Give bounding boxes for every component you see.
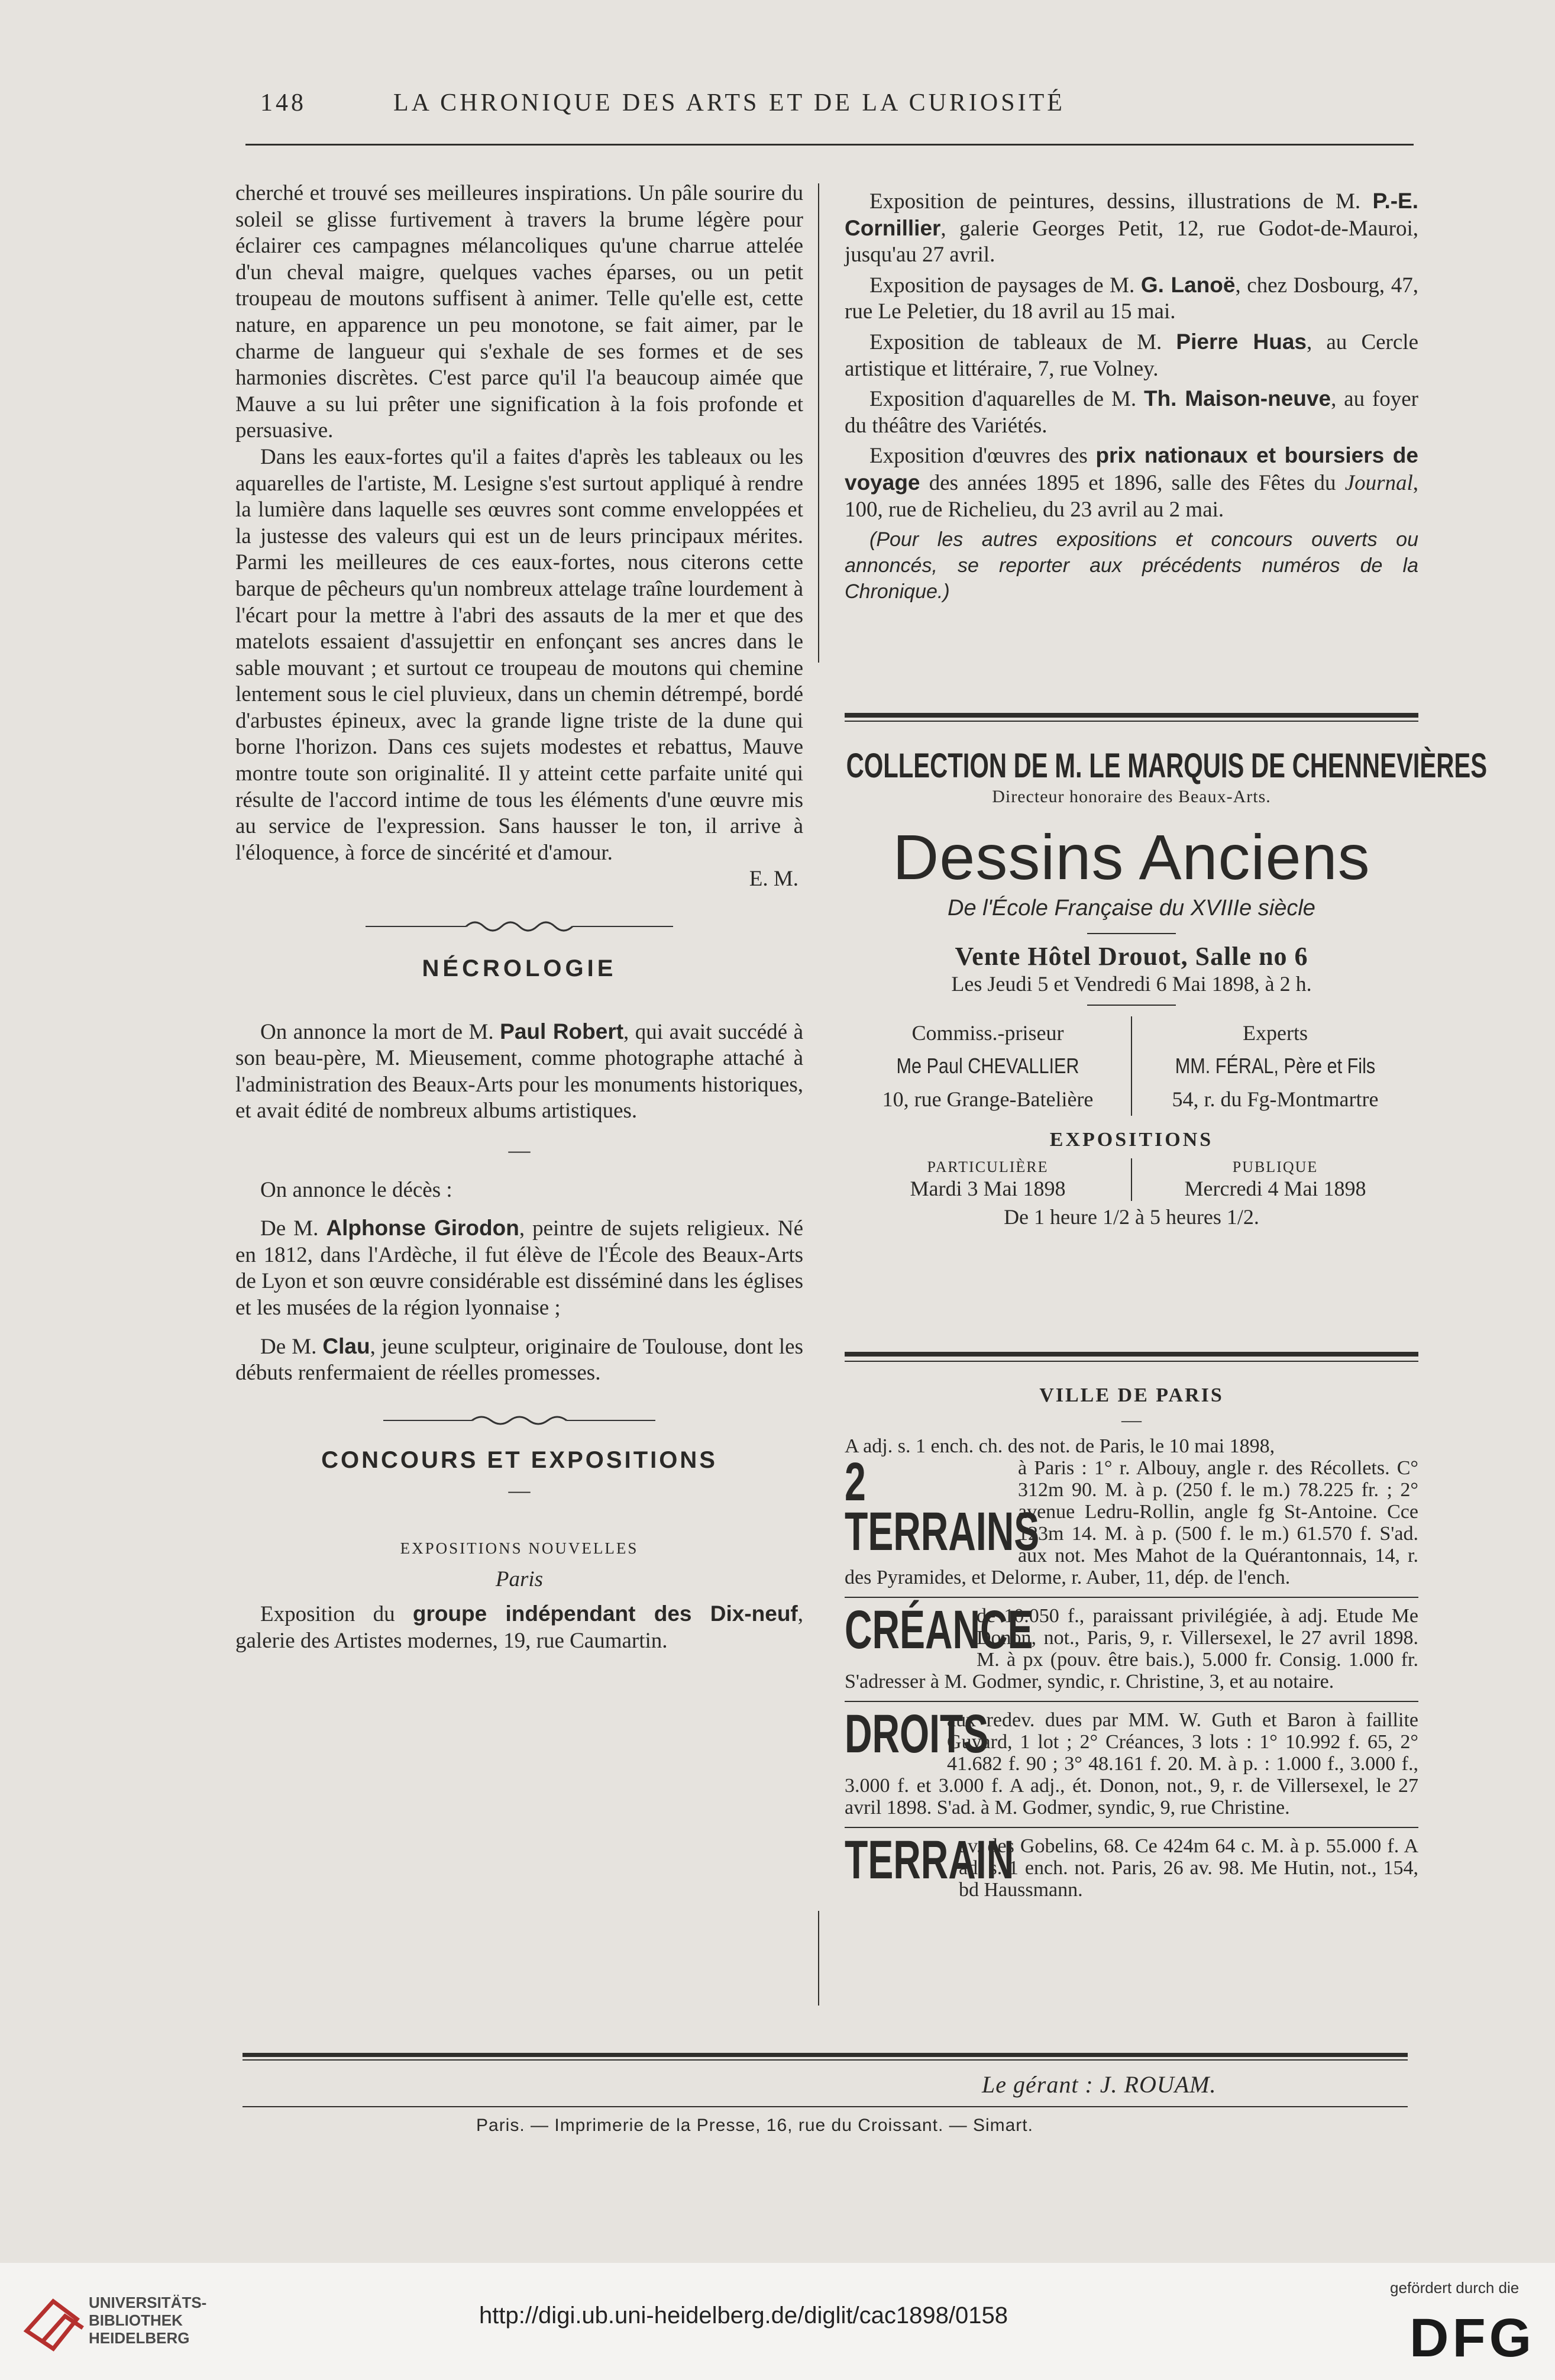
ad-intro: A adj. s. 1 ench. ch. des not. de Paris, le 10 mai 1898, [845,1435,1275,1457]
dash-separator: — [508,1138,531,1162]
text: , galerie Georges Petit, 12, rue Godot-de-Mauroi, jusqu'au 27 avril. [845,216,1418,267]
name: Me Paul CHEVALLIER [896,1054,1079,1078]
text: , chez Dosbourg, 47, rue Le Peletier, du 18 avril au 15 mai. [845,273,1418,324]
separator [1087,933,1176,934]
hours: De 1 heure 1/2 à 5 heures 1/2. [1004,1205,1259,1229]
left-column [235,180,803,1654]
library-name [89,2294,206,2347]
notice-divider [845,1597,1418,1598]
artist-name: Pierre Huas [1176,329,1307,354]
text: , 100, rue de Richelieu, du 23 avril au 2 mai. [845,470,1418,522]
text: , au Cercle artistique et littéraire, 7, rue Volney. [845,330,1418,381]
text: De M. [260,1334,323,1359]
dash-separator: — [1121,1409,1142,1431]
gerant: Le gérant : J. ROUAM. [982,2071,1217,2098]
prize-name: prix nationaux et boursiers de voyage [845,443,1418,495]
ville-heading: VILLE DE PARIS [1039,1384,1224,1406]
person-name: Alphonse Girodon [326,1216,519,1241]
page-number: 148 [260,89,306,117]
library-name-line: BIBLIOTHEK [89,2311,183,2329]
paragraph [845,329,1418,382]
text: Exposition d'œuvres des [869,444,1096,469]
address: 54, r. du Fg-Montmartre [1172,1087,1379,1111]
subsection-title: EXPOSITIONS NOUVELLES [400,1539,639,1557]
paragraph [845,188,1418,269]
date: Mardi 3 Mai 1898 [910,1177,1066,1200]
running-title: LA CHRONIQUE DES ARTS ET DE LA CURIOSITÉ [393,89,1065,117]
dfg-logo: DFG [1409,2308,1535,2368]
paragraph [235,1215,803,1321]
city-heading: Paris [495,1567,544,1591]
ad-terrains [845,1435,1418,1588]
library-name-line: HEIDELBERG [89,2329,190,2347]
auctioneer-cell [845,1016,1132,1116]
notice-divider [845,1701,1418,1702]
ad-text: aux redev. dues par MM. W. Guth et Baron à faillite Guyard, 1 lot ; 2° Créances, 3 lots : 1° 10.992 f. 65, 2° 41.682 f. 90 ; 3° 48.161 f. 20. M. à p. : 1.000 f., 3.000 f., 3.000 f. et 3.000 f. A adj., ét. Donon, not., 9, r. de Villersexel, le 27 avril 1898. S'ad. à M. Godmer, syndic, 9, rue Christine. [845,1709,1418,1819]
text: Exposition de paysages de M. [869,273,1141,298]
legal-notices [845,1384,1418,1901]
text: On annonce la mort de M. [260,1019,500,1044]
ad-droits [845,1704,1418,1819]
notice-divider [845,1827,1418,1828]
collection-title: COLLECTION DE M. LE MARQUIS DE CHENNEVIÈRES [846,747,1488,785]
text: , galerie des Artistes modernes, 19, rue Caumartin. [235,1602,804,1653]
sale-venue: Vente Hôtel Drouot, Salle no 6 [955,942,1308,971]
ad-keyword: DROITS [845,1704,989,1764]
footer-rule [243,2106,1408,2107]
name: MM. FÉRAL, Père et Fils [1175,1054,1376,1078]
public-view [1132,1158,1418,1201]
ad-rule-thin [845,721,1418,722]
footer-rule-thick [243,2053,1408,2057]
imprint: Paris. — Imprimerie de la Presse, 16, rue du Croissant. — Simart. [476,2116,1033,2135]
paragraph [845,443,1418,523]
label: Commiss.-priseur [911,1021,1064,1045]
address: 10, rue Grange-Batelière [882,1087,1094,1111]
header-rule [245,144,1414,146]
person-name: Clau [322,1333,370,1358]
label: PUBLIQUE [1232,1158,1318,1176]
collection-subtitle: Directeur honoraire des Beaux-Arts. [992,787,1271,806]
concours-title: CONCOURS ET EXPOSITIONS [321,1446,717,1473]
expositions-table [845,1158,1418,1201]
paragraph [845,386,1418,439]
signature: E. M. [749,867,798,892]
ad-text: av. des Gobelins, 68. Ce 424m 64 c. M. à p. 55.000 f. A ad. s. 1 ench. not. Paris, 26 av. 98. Me Hutin, not., 154, bd Haussmann. [959,1835,1418,1901]
ad-rule-thick [845,713,1418,718]
text: , jeune sculpteur, originaire de Toulouse, dont les débuts renfermaient de réelles promesses. [235,1334,803,1386]
necrologie-title: NÉCROLOGIE [422,955,617,982]
text: Exposition d'aquarelles de M. [869,387,1144,412]
text: Exposition de tableaux de M. [869,330,1176,354]
paragraph: Dans les eaux-fortes qu'il a faites d'après les tableaux ou les aquarelles de l'artiste, M. Lesigne s'est surtout appliqué à rendre la lumière dans laquelle ses œuvres sont comme enveloppées et la justesse des valeurs qui est un de leurs principaux mérites. Parmi les meilleures de ces eaux-fortes, nous citerons cette barque de pêcheurs qu'un nombreux attelage traîne lourdement à l'écart pour la mettre à l'abri des assauts de la mer et que des matelots essaient d'assujettir en enfonçant ses ancres dans le sable mouvant ; et surtout ce troupeau de moutons qui chemine lentement sous le ciel pluvieux, dans un chemin détrempé, bordé d'arbustes épineux, avec la grande ligne triste de la dune qui borne l'horizon. Dans ces sujets modestes et rebattus, Mauve montre toute son originalité. Il y atteint cette parfaite unité qui résulte de l'accord intime de tous les éléments d'une œuvre mis au service de l'expression. Sans hausser le ton, il arrive à l'éloquence, à force de sincérité et d'amour. [235,444,803,865]
sale-headline: Dessins Anciens [893,821,1370,893]
ad-rule-thin [845,1361,1418,1362]
right-column [845,188,1418,605]
ad-keyword: 2 TERRAINS [845,1452,1040,1562]
separator [1087,1005,1176,1006]
note: (Pour les autres expositions et concours ouverts ou annoncés, se reporter aux précédents numéros de la Chronique.) [845,528,1418,603]
artist-name: G. Lanoë [1140,272,1236,297]
paragraph: On annonce le décès : [260,1177,452,1202]
date: Mercredi 4 Mai 1898 [1184,1177,1366,1200]
ad-terrain [845,1830,1418,1901]
paragraph [235,1333,803,1387]
column-divider [818,183,819,663]
library-name-line: UNIVERSITÄTS- [89,2294,207,2311]
text: , au foyer du théâtre des Variétés. [845,387,1419,438]
text: Exposition du [260,1602,413,1627]
flourish-ornament [383,1412,655,1429]
journal-name: Journal [1344,470,1413,495]
ad-rule-thick [845,1352,1418,1357]
label: PARTICULIÈRE [927,1158,1049,1176]
artist-name: P.-E. Cornillier [845,189,1418,240]
source-url-link[interactable]: http://digi.ub.uni-heidelberg.de/diglit/cac1898/0158 [479,2303,1008,2329]
column-divider [818,1911,819,2006]
person-name: Paul Robert [500,1019,624,1044]
label: Experts [1243,1021,1308,1045]
contacts-table [845,1016,1418,1116]
ad-keyword: TERRAIN [845,1830,1014,1890]
paragraph [235,1601,803,1654]
flourish-ornament [366,918,673,935]
text: , qui avait succédé à son beau-père, M. Mieusement, comme photographe attaché à l'administration des Beaux-Arts pour les monuments historiques, et avait édité de nombreux albums artistiques. [235,1019,803,1123]
expositions-heading: EXPOSITIONS [1049,1129,1214,1151]
ad-text: à Paris : 1° r. Albouy, angle r. des Récollets. C° 312m 90. M. à p. (250 f. le m.) 78.225 fr. ; 2° avenue Ledru-Rollin, angle fg St-Antoine. Cce 123m 14. M. à p. (500 f. le m.) 61.570 f. S'ad. aux not. Mes Mahot de la Quérantonnais, 14, r. des Pyramides, et Delorme, r. Auber, 11, dép. de l'ench. [845,1457,1418,1588]
paragraph [845,272,1418,325]
ad-creance [845,1600,1418,1693]
ad-text: de 10.050 f., paraissant privilégiée, à adj. Etude Me Donon, not., Paris, 9, r. Villersexel, le 27 avril 1898. M. à px (pouv. être bais.), 5.000 fr. Consig. 1.000 fr. S'adresser à M. Godmer, syndic, r. Christine, 3, et au notaire. [845,1605,1418,1693]
text: , peintre de sujets religieux. Né en 1812, dans l'Ardèche, il fut élève de l'École des Beaux-Arts de Lyon et son œuvre considérable est disséminé dans les églises et les musées de la région lyonnaise ; [235,1216,804,1320]
paragraph [235,1019,803,1125]
dash-separator: — [508,1478,531,1503]
text: des années 1895 et 1896, salle des Fêtes du [920,470,1345,495]
sale-subtitle: De l'École Française du XVIIIe siècle [948,896,1315,921]
text: Exposition de peintures, dessins, illustrations de M. [869,189,1373,214]
funded-by-label: gefördert durch die [1390,2279,1520,2297]
text: De M. [260,1216,326,1241]
artist-name: Th. Maison-neuve [1143,386,1331,411]
footer-rule-thin [243,2059,1408,2061]
auction-ad [845,747,1488,1229]
paragraph: cherché et trouvé ses meilleures inspirations. Un pâle sourire du soleil se glisse furtivement à travers la brume légère pour éclairer ces campagnes mélancoliques qu'une charrue attelée d'un cheval maigre, quelques vaches éparses, ou un petit troupeau de moutons suffisent à animer. Telle qu'elle est, cette nature, en apparence un peu monotone, se fait aimer, par le charme de langueur qui s'exhale de ses formes et de ses harmonies discrètes. C'est parce qu'il l'a beaucoup aimée que Mauve a su lui prêter une signification à la fois profonde et persuasive. [235,181,803,443]
private-view [845,1158,1132,1201]
experts-cell [1132,1016,1418,1116]
sale-dates: Les Jeudi 5 et Vendredi 6 Mai 1898, à 2 h. [951,972,1312,996]
group-name: groupe indépendant des Dix-neuf [412,1601,798,1626]
ad-keyword: CRÉANCE [845,1600,1033,1660]
